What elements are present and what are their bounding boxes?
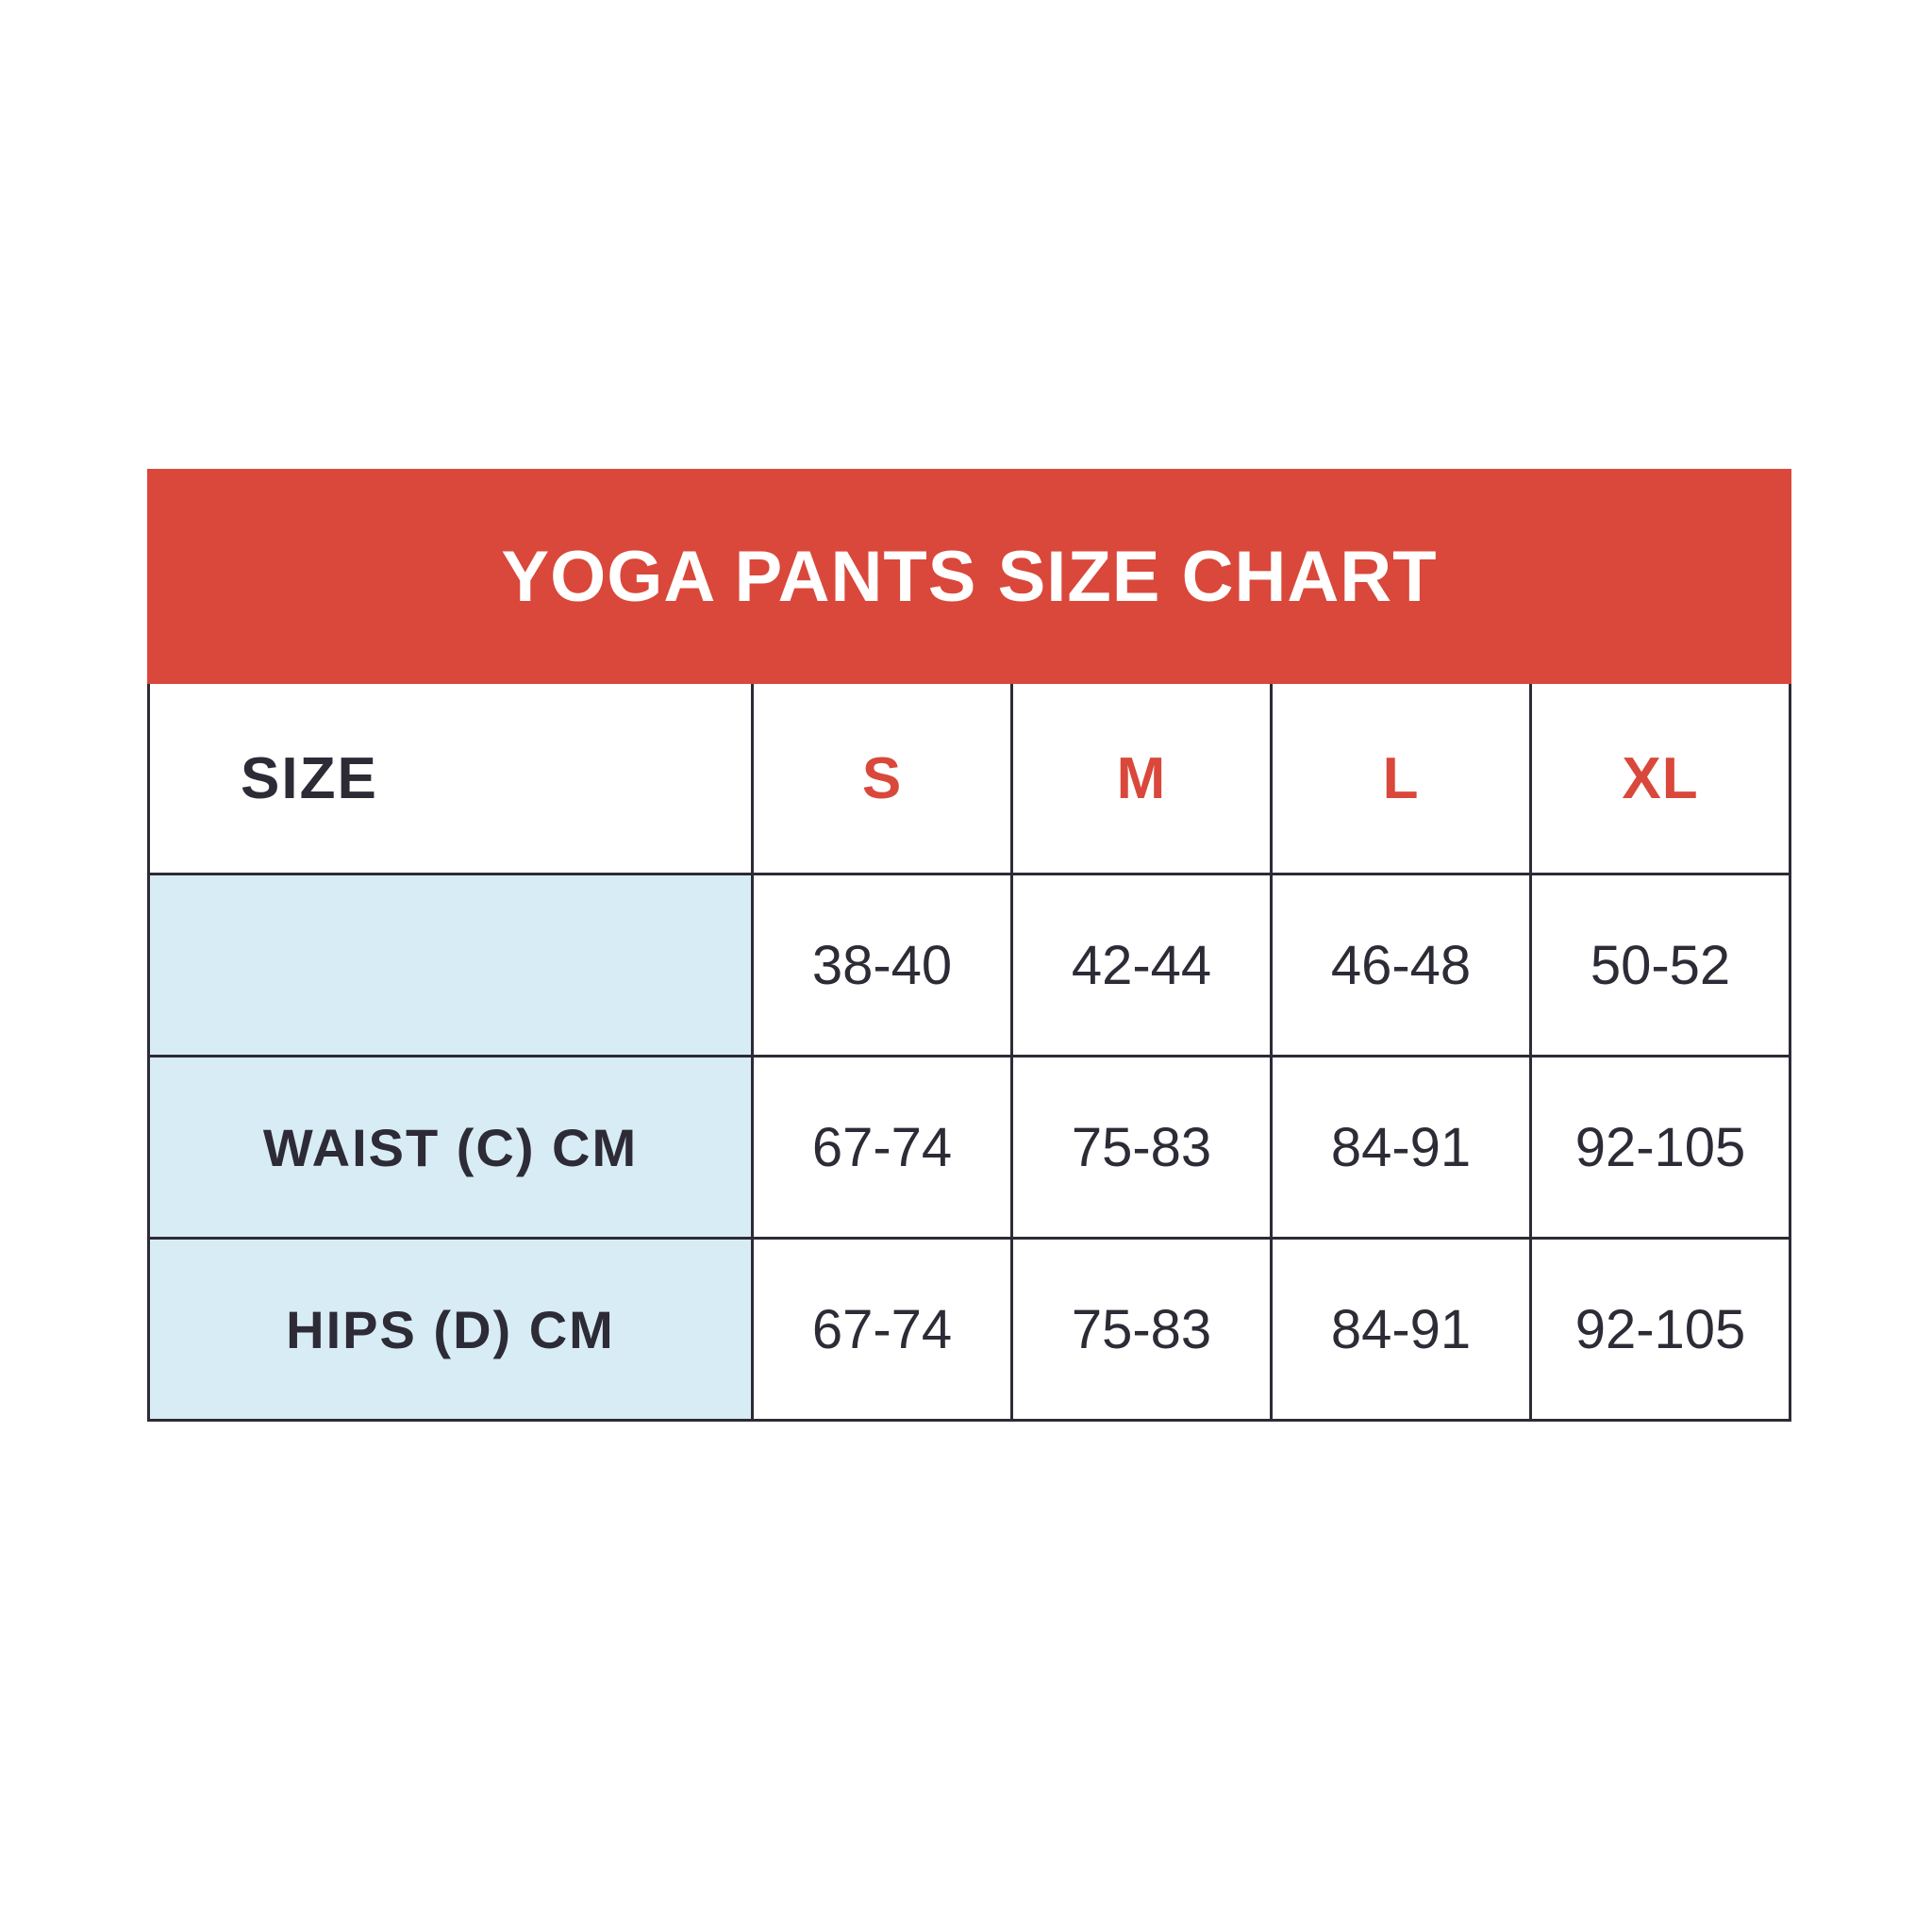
- cell-hips-l: 84-91: [1272, 1239, 1531, 1421]
- row-label-0: [149, 874, 753, 1057]
- size-chart-table: [147, 469, 1791, 1422]
- cell-hips-xl: 92-105: [1531, 1239, 1790, 1421]
- table-row: [149, 1057, 1790, 1239]
- header-size-s: S: [753, 683, 1012, 874]
- size-chart-container: [147, 469, 1789, 1422]
- cell-waist-m: 75-83: [1012, 1057, 1272, 1239]
- cell-waist-l: 84-91: [1272, 1057, 1531, 1239]
- cell-r0-l: 46-48: [1272, 874, 1531, 1057]
- cell-r0-m: 42-44: [1012, 874, 1272, 1057]
- header-size-m: M: [1012, 683, 1272, 874]
- header-size-l: L: [1272, 683, 1531, 874]
- table-row: [149, 874, 1790, 1057]
- row-label-hips: HIPS (D) CM: [149, 1239, 753, 1421]
- chart-title: YOGA PANTS SIZE CHART: [149, 471, 1790, 683]
- header-size-label: SIZE: [149, 683, 753, 874]
- cell-r0-s: 38-40: [753, 874, 1012, 1057]
- cell-hips-m: 75-83: [1012, 1239, 1272, 1421]
- title-row: [149, 471, 1790, 683]
- row-label-waist: WAIST (C) CM: [149, 1057, 753, 1239]
- header-size-xl: XL: [1531, 683, 1790, 874]
- header-row: [149, 683, 1790, 874]
- cell-hips-s: 67-74: [753, 1239, 1012, 1421]
- cell-waist-xl: 92-105: [1531, 1057, 1790, 1239]
- cell-r0-xl: 50-52: [1531, 874, 1790, 1057]
- cell-waist-s: 67-74: [753, 1057, 1012, 1239]
- table-row: [149, 1239, 1790, 1421]
